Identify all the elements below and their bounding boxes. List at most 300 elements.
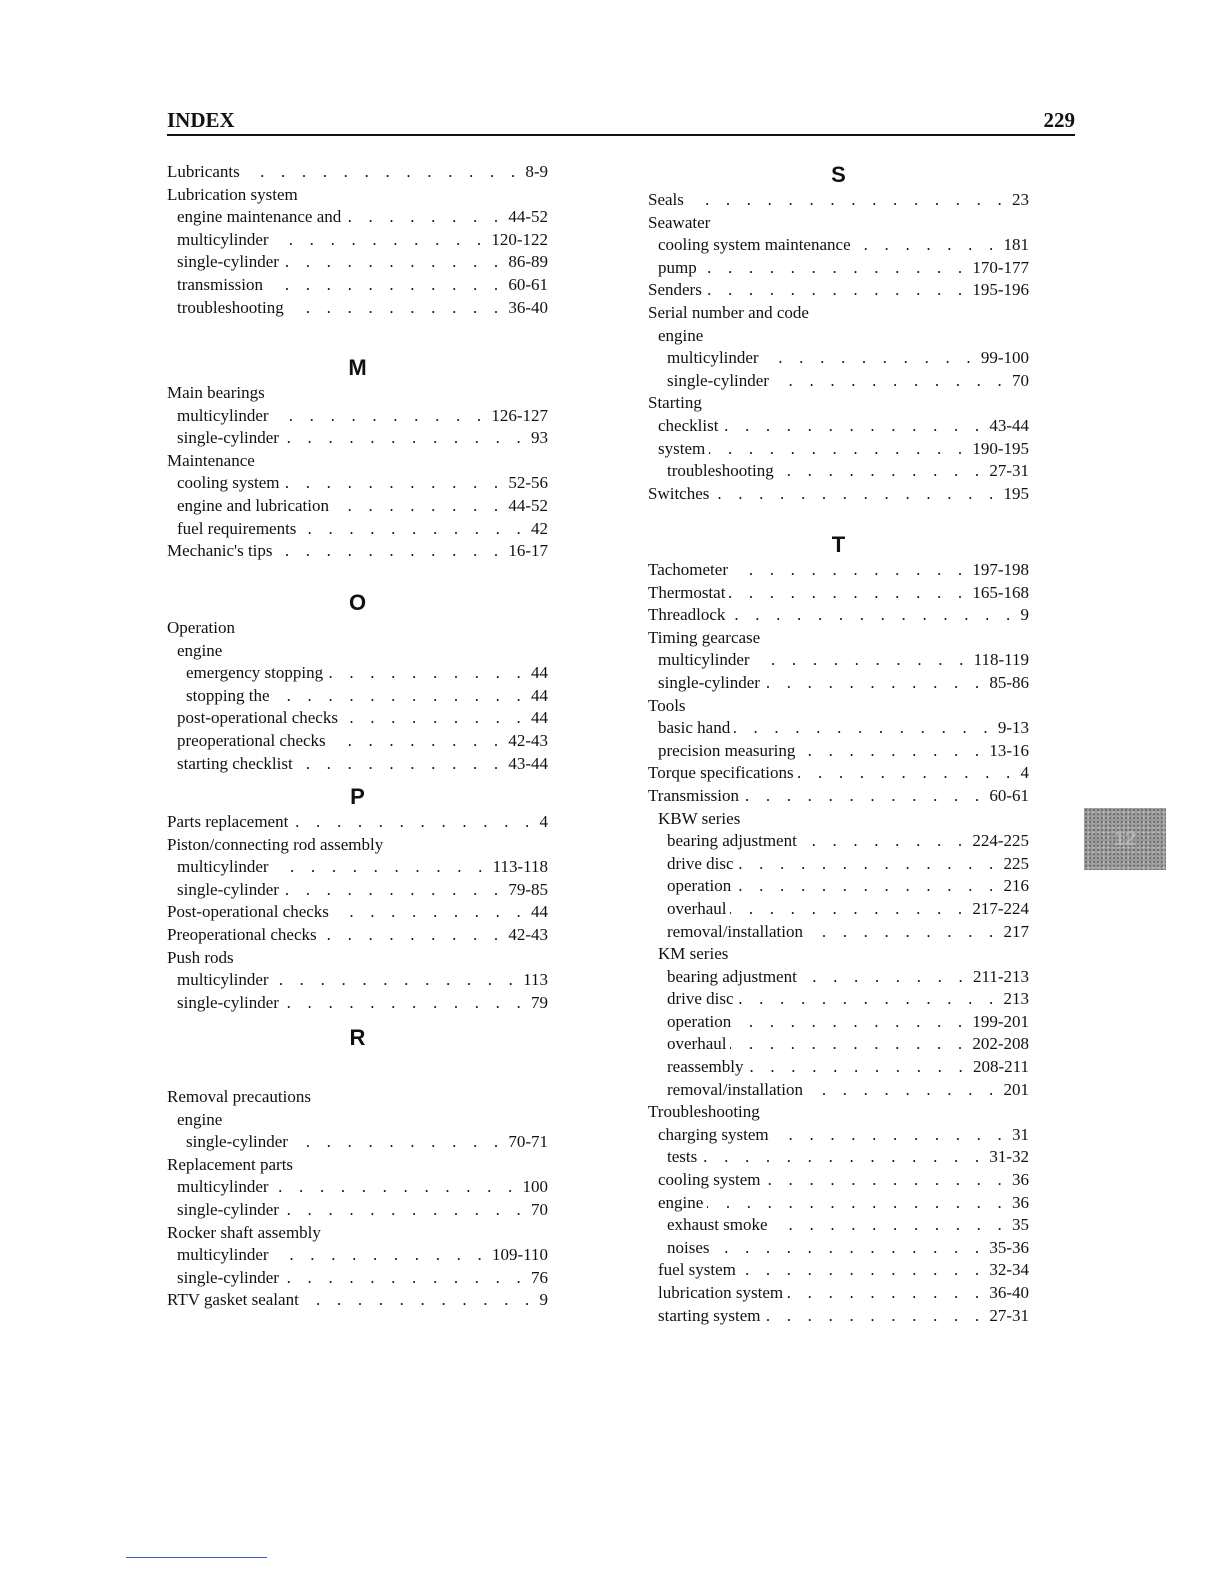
entry-label: checklist xyxy=(658,415,719,435)
dot-leader xyxy=(273,1244,488,1267)
entry-label: overhaul xyxy=(667,1034,727,1054)
index-entry xyxy=(648,212,1029,235)
entry-label: Maintenance xyxy=(167,450,255,470)
entry-label: troubleshooting xyxy=(177,297,284,317)
index-entry xyxy=(167,251,548,274)
entry-pages: 202-208 xyxy=(972,1034,1029,1054)
index-entry xyxy=(648,943,1029,966)
entry-label: multicylinder xyxy=(658,650,750,670)
index-section xyxy=(167,161,548,319)
page-header xyxy=(167,108,1075,136)
dot-leader xyxy=(701,257,969,280)
entry-label: single-cylinder xyxy=(177,428,279,448)
dot-leader xyxy=(855,234,1000,257)
entry-label: Piston/connecting rod assembly xyxy=(167,834,384,854)
entry-label: KM series xyxy=(658,944,729,964)
dot-leader xyxy=(801,966,969,989)
entry-pages: 225 xyxy=(1003,853,1029,873)
dot-leader xyxy=(763,347,977,370)
entry-pages: 44 xyxy=(531,708,548,728)
entry-pages: 216 xyxy=(1003,876,1029,896)
dot-leader xyxy=(292,1131,504,1154)
index-entry xyxy=(167,1267,548,1290)
entry-pages: 70 xyxy=(1012,370,1029,390)
entry-label: system xyxy=(658,438,706,458)
index-entry xyxy=(648,695,1029,718)
entry-pages: 16-17 xyxy=(508,541,548,561)
index-entry xyxy=(648,438,1029,461)
index-entry xyxy=(167,753,548,776)
entry-pages: 195 xyxy=(1003,483,1029,503)
dot-leader xyxy=(707,1192,1008,1215)
entry-label: multicylinder xyxy=(177,229,269,249)
index-entry xyxy=(167,707,548,730)
thumb-tab-label: 12 xyxy=(1113,828,1137,850)
entry-pages: 36-40 xyxy=(989,1283,1029,1302)
section-letter: R xyxy=(349,1025,366,1050)
entry-label: fuel requirements xyxy=(177,518,297,538)
index-entry xyxy=(167,730,548,753)
entry-label: lubrication system xyxy=(658,1283,784,1302)
index-entry xyxy=(167,274,548,297)
entry-label: multicylinder xyxy=(177,405,269,425)
index-entry xyxy=(167,540,548,563)
entry-pages: 44 xyxy=(531,663,548,683)
dot-leader xyxy=(801,830,969,853)
dot-leader xyxy=(754,649,970,672)
index-entry xyxy=(648,1146,1029,1169)
entry-label: emergency stopping xyxy=(186,663,324,683)
entry-label: Serial number and code xyxy=(648,302,809,322)
entry-label: Mechanic's tips xyxy=(167,541,273,561)
chapter-thumb-tab xyxy=(1084,808,1166,870)
entry-pages: 79 xyxy=(531,992,548,1012)
dot-leader xyxy=(267,274,504,297)
dot-leader xyxy=(274,685,527,708)
entry-label: Rocker shaft assembly xyxy=(167,1222,321,1242)
index-entry xyxy=(167,662,548,685)
entry-pages: 99-100 xyxy=(980,348,1029,368)
entry-label: noises xyxy=(667,1237,710,1257)
index-entry xyxy=(167,879,548,902)
entry-label: precision measuring xyxy=(658,740,796,760)
index-entry xyxy=(648,1124,1029,1147)
entry-pages: 44-52 xyxy=(508,495,548,515)
entry-label: cooling system xyxy=(658,1170,761,1190)
index-entry xyxy=(167,1199,548,1222)
dot-leader xyxy=(688,189,1008,212)
entry-label: multicylinder xyxy=(177,970,269,990)
dot-leader xyxy=(772,1214,1008,1237)
entry-label: cooling system maintenance xyxy=(658,235,851,255)
entry-label: engine and lubrication xyxy=(177,495,330,515)
section-letter: P xyxy=(350,784,365,809)
entry-label: engine xyxy=(177,640,223,660)
dot-leader xyxy=(327,662,527,685)
dot-leader xyxy=(273,1176,519,1199)
entry-label: basic hand xyxy=(658,718,731,738)
entry-label: Parts replacement xyxy=(167,812,289,831)
dot-leader xyxy=(798,762,1017,785)
entry-label: charging system xyxy=(658,1124,769,1144)
index-section xyxy=(167,589,548,775)
entry-pages: 42-43 xyxy=(508,730,548,750)
entry-pages: 100 xyxy=(522,1177,548,1197)
entry-label: Push rods xyxy=(167,947,234,967)
entry-pages: 9 xyxy=(1020,605,1029,625)
index-entry xyxy=(648,740,1029,763)
entry-pages: 35 xyxy=(1012,1215,1029,1235)
entry-label: post-operational checks xyxy=(177,708,338,728)
index-entry xyxy=(167,1222,548,1245)
entry-pages: 43-44 xyxy=(508,753,548,773)
entry-label: multicylinder xyxy=(177,857,269,877)
entry-pages: 195-196 xyxy=(972,280,1029,300)
entry-label: single-cylinder xyxy=(177,252,279,272)
dot-leader xyxy=(283,879,504,902)
entry-label: drive disc xyxy=(667,989,734,1009)
entry-label: Seawater xyxy=(648,212,711,232)
entry-label: starting checklist xyxy=(177,753,293,773)
dot-leader xyxy=(740,1259,985,1282)
entry-pages: 85-86 xyxy=(989,672,1029,692)
index-entry xyxy=(648,808,1029,831)
dot-leader xyxy=(292,811,535,834)
entry-pages: 170-177 xyxy=(972,257,1029,277)
index-entry xyxy=(648,189,1029,212)
dot-leader xyxy=(297,753,505,776)
entry-label: bearing adjustment xyxy=(667,966,797,986)
entry-label: single-cylinder xyxy=(186,1132,288,1152)
entry-label: operation xyxy=(667,876,732,896)
entry-label: Replacement parts xyxy=(167,1154,294,1174)
dot-leader xyxy=(283,992,527,1015)
entry-label: exhaust smoke xyxy=(667,1215,768,1235)
index-entry xyxy=(648,234,1029,257)
page-number: 229 xyxy=(1043,108,1075,132)
entry-pages: 60-61 xyxy=(508,274,548,294)
entry-pages: 9-13 xyxy=(997,718,1029,738)
entry-pages: 31 xyxy=(1012,1124,1029,1144)
entry-label: single-cylinder xyxy=(667,370,769,390)
entry-pages: 44 xyxy=(531,902,548,922)
index-entry xyxy=(648,460,1029,483)
index-entry xyxy=(167,901,548,924)
index-entry xyxy=(648,853,1029,876)
dot-leader xyxy=(807,921,1000,944)
index-entry xyxy=(648,1079,1029,1102)
index-entry xyxy=(167,1154,548,1177)
entry-label: Torque specifications xyxy=(648,763,794,783)
entry-pages: 113 xyxy=(523,970,548,990)
dot-leader xyxy=(283,472,504,495)
entry-label: Tools xyxy=(648,695,686,715)
dot-leader xyxy=(244,161,522,184)
entry-pages: 109-110 xyxy=(491,1245,548,1265)
entry-label: troubleshooting xyxy=(667,461,774,481)
index-section xyxy=(648,531,1029,1327)
dot-leader xyxy=(773,1124,1008,1147)
dot-leader xyxy=(730,1033,968,1056)
index-entry xyxy=(167,924,548,947)
entry-pages: 42-43 xyxy=(508,924,548,944)
entry-label: Seals xyxy=(648,190,684,209)
index-entry xyxy=(648,1033,1029,1056)
index-section xyxy=(167,354,548,563)
entry-pages: 217-224 xyxy=(972,898,1029,918)
index-entry xyxy=(167,947,548,970)
dot-leader xyxy=(743,785,985,808)
section-letter: S xyxy=(831,162,846,187)
index-entry xyxy=(648,415,1029,438)
index-entry xyxy=(648,875,1029,898)
entry-label: multicylinder xyxy=(177,1245,269,1265)
entry-label: Tachometer xyxy=(648,560,728,579)
index-entry xyxy=(648,582,1029,605)
entry-pages: 211-213 xyxy=(972,966,1029,986)
entry-label: Troubleshooting xyxy=(648,1102,760,1122)
entry-pages: 44 xyxy=(531,685,548,705)
index-section xyxy=(167,1086,548,1312)
dot-leader xyxy=(273,229,488,252)
entry-label: operation xyxy=(667,1011,732,1031)
index-entry xyxy=(648,347,1029,370)
section-letter: O xyxy=(348,590,367,615)
index-entry xyxy=(167,640,548,663)
dot-leader xyxy=(333,495,504,518)
entry-label: multicylinder xyxy=(177,1177,269,1197)
entry-label: single-cylinder xyxy=(658,672,760,692)
entry-label: Main bearings xyxy=(167,383,265,402)
entry-label: stopping the xyxy=(186,685,270,705)
entry-pages: 35-36 xyxy=(989,1237,1029,1257)
entry-label: Switches xyxy=(648,483,710,503)
dot-leader xyxy=(735,1011,968,1034)
entry-pages: 60-61 xyxy=(989,785,1029,805)
entry-pages: 27-31 xyxy=(989,1305,1029,1325)
index-entry xyxy=(167,1289,548,1312)
index-entry xyxy=(648,627,1029,650)
entry-label: drive disc xyxy=(667,853,734,873)
index-entry xyxy=(167,1176,548,1199)
index-entry xyxy=(648,1282,1029,1305)
entry-pages: 190-195 xyxy=(972,438,1029,458)
dot-leader xyxy=(330,730,505,753)
entry-label: Starting xyxy=(648,393,702,413)
entry-pages: 86-89 xyxy=(508,252,548,272)
entry-pages: 23 xyxy=(1012,190,1029,209)
index-entry xyxy=(648,966,1029,989)
entry-label: removal/installation xyxy=(667,1079,803,1099)
dot-leader xyxy=(300,518,527,541)
dot-leader xyxy=(729,604,1016,627)
entry-pages: 113-118 xyxy=(492,857,548,877)
index-entry xyxy=(167,229,548,252)
entry-pages: 217 xyxy=(1003,921,1029,941)
entry-label: Lubrication system xyxy=(167,184,298,204)
index-entry xyxy=(648,1237,1029,1260)
index-entry xyxy=(167,1086,548,1109)
entry-pages: 36 xyxy=(1012,1170,1029,1190)
index-entry xyxy=(648,559,1029,582)
dot-leader xyxy=(333,901,527,924)
entry-pages: 36-40 xyxy=(508,297,548,317)
page-title: INDEX xyxy=(167,108,235,132)
entry-pages: 36 xyxy=(1012,1192,1029,1212)
index-entry xyxy=(167,811,548,834)
section-letter: M xyxy=(348,355,367,380)
dot-leader xyxy=(277,540,505,563)
dot-leader xyxy=(730,898,968,921)
dot-leader xyxy=(799,740,985,763)
index-entry xyxy=(648,604,1029,627)
dot-leader xyxy=(283,1267,527,1290)
entry-label: transmission xyxy=(177,274,263,294)
dot-leader xyxy=(764,1169,1008,1192)
index-entry xyxy=(167,1131,548,1154)
index-entry xyxy=(648,325,1029,348)
dot-leader xyxy=(342,707,527,730)
dot-leader xyxy=(722,415,985,438)
index-entry xyxy=(167,518,548,541)
dot-leader xyxy=(747,1056,968,1079)
entry-label: KBW series xyxy=(658,808,741,828)
entry-label: Operation xyxy=(167,618,235,637)
dot-leader xyxy=(713,483,999,506)
dot-leader xyxy=(303,1289,536,1312)
dot-leader xyxy=(778,460,986,483)
dot-leader xyxy=(787,1282,985,1305)
entry-label: overhaul xyxy=(667,898,727,918)
index-entry xyxy=(167,1244,548,1267)
entry-pages: 120-122 xyxy=(491,229,548,249)
entry-label: Lubricants xyxy=(167,162,240,181)
index-entry xyxy=(648,762,1029,785)
dot-leader xyxy=(709,438,968,461)
index-entry xyxy=(648,1101,1029,1124)
entry-label: RTV gasket sealant xyxy=(167,1290,299,1310)
entry-label: preoperational checks xyxy=(177,730,326,750)
entry-pages: 199-201 xyxy=(972,1011,1029,1031)
entry-pages: 197-198 xyxy=(972,560,1029,579)
index-entry xyxy=(648,988,1029,1011)
entry-pages: 118-119 xyxy=(973,650,1029,670)
index-entry xyxy=(167,206,548,229)
entry-label: Threadlock xyxy=(648,605,726,625)
index-entry xyxy=(648,483,1029,506)
entry-label: removal/installation xyxy=(667,921,803,941)
index-entry xyxy=(167,992,548,1015)
dot-leader xyxy=(734,717,994,740)
entry-pages: 27-31 xyxy=(989,461,1029,481)
entry-pages: 70-71 xyxy=(508,1132,548,1152)
entry-label: Transmission xyxy=(648,785,740,805)
entry-pages: 213 xyxy=(1003,989,1029,1009)
dot-leader xyxy=(345,206,504,229)
entry-label: fuel system xyxy=(658,1260,736,1280)
index-entry xyxy=(648,898,1029,921)
dot-leader xyxy=(807,1079,1000,1102)
dot-leader xyxy=(706,279,969,302)
dot-leader xyxy=(321,924,505,947)
entry-label: bearing adjustment xyxy=(667,831,797,851)
entry-pages: 44-52 xyxy=(508,207,548,227)
index-entry xyxy=(648,649,1029,672)
dot-leader xyxy=(283,1199,527,1222)
dot-leader xyxy=(735,875,999,898)
entry-label: single-cylinder xyxy=(177,1267,279,1287)
entry-label: tests xyxy=(667,1147,698,1167)
index-entry xyxy=(648,1305,1029,1328)
entry-label: single-cylinder xyxy=(177,992,279,1012)
index-entry xyxy=(167,834,548,857)
entry-label: starting system xyxy=(658,1305,761,1325)
entry-pages: 165-168 xyxy=(972,582,1029,602)
index-entry xyxy=(167,856,548,879)
footer-rule xyxy=(126,1557,267,1558)
entry-label: engine xyxy=(177,1109,223,1129)
index-entry xyxy=(167,405,548,428)
entry-pages: 93 xyxy=(531,428,548,448)
entry-label: Thermostat xyxy=(648,582,726,602)
index-entry xyxy=(167,297,548,320)
index-entry xyxy=(648,302,1029,325)
index-entry xyxy=(167,161,548,184)
section-letter: T xyxy=(831,532,846,557)
dot-leader xyxy=(273,405,488,428)
entry-pages: 181 xyxy=(1003,235,1029,255)
index-entry xyxy=(167,969,548,992)
entry-label: Removal precautions xyxy=(167,1087,311,1106)
entry-pages: 32-34 xyxy=(989,1260,1029,1280)
index-entry xyxy=(648,392,1029,415)
index-entry xyxy=(167,427,548,450)
dot-leader xyxy=(764,672,985,695)
entry-pages: 76 xyxy=(531,1267,548,1287)
entry-label: reassembly xyxy=(667,1057,744,1077)
index-entry xyxy=(648,830,1029,853)
entry-pages: 4 xyxy=(1020,763,1029,783)
index-entry xyxy=(648,1169,1029,1192)
index-entry xyxy=(648,370,1029,393)
entry-label: engine xyxy=(658,325,704,345)
entry-label: Senders xyxy=(648,280,702,300)
dot-leader xyxy=(283,251,504,274)
entry-pages: 201 xyxy=(1003,1079,1029,1099)
entry-pages: 224-225 xyxy=(972,831,1029,851)
entry-pages: 8-9 xyxy=(525,162,548,181)
index-section xyxy=(648,161,1029,505)
entry-pages: 208-211 xyxy=(972,1057,1029,1077)
dot-leader xyxy=(273,856,489,879)
index-entry xyxy=(167,495,548,518)
index-entry xyxy=(167,1109,548,1132)
dot-leader xyxy=(729,582,968,605)
entry-pages: 126-127 xyxy=(491,405,548,425)
index-entry xyxy=(648,785,1029,808)
index-entry xyxy=(167,450,548,473)
index-entry xyxy=(167,382,548,405)
dot-leader xyxy=(714,1237,986,1260)
entry-label: pump xyxy=(658,257,697,277)
entry-pages: 4 xyxy=(539,812,548,831)
dot-leader xyxy=(283,427,527,450)
index-entry xyxy=(167,472,548,495)
index-entry xyxy=(648,1056,1029,1079)
index-entry xyxy=(167,685,548,708)
entry-label: cooling system xyxy=(177,473,280,493)
entry-label: Timing gearcase xyxy=(648,627,761,647)
